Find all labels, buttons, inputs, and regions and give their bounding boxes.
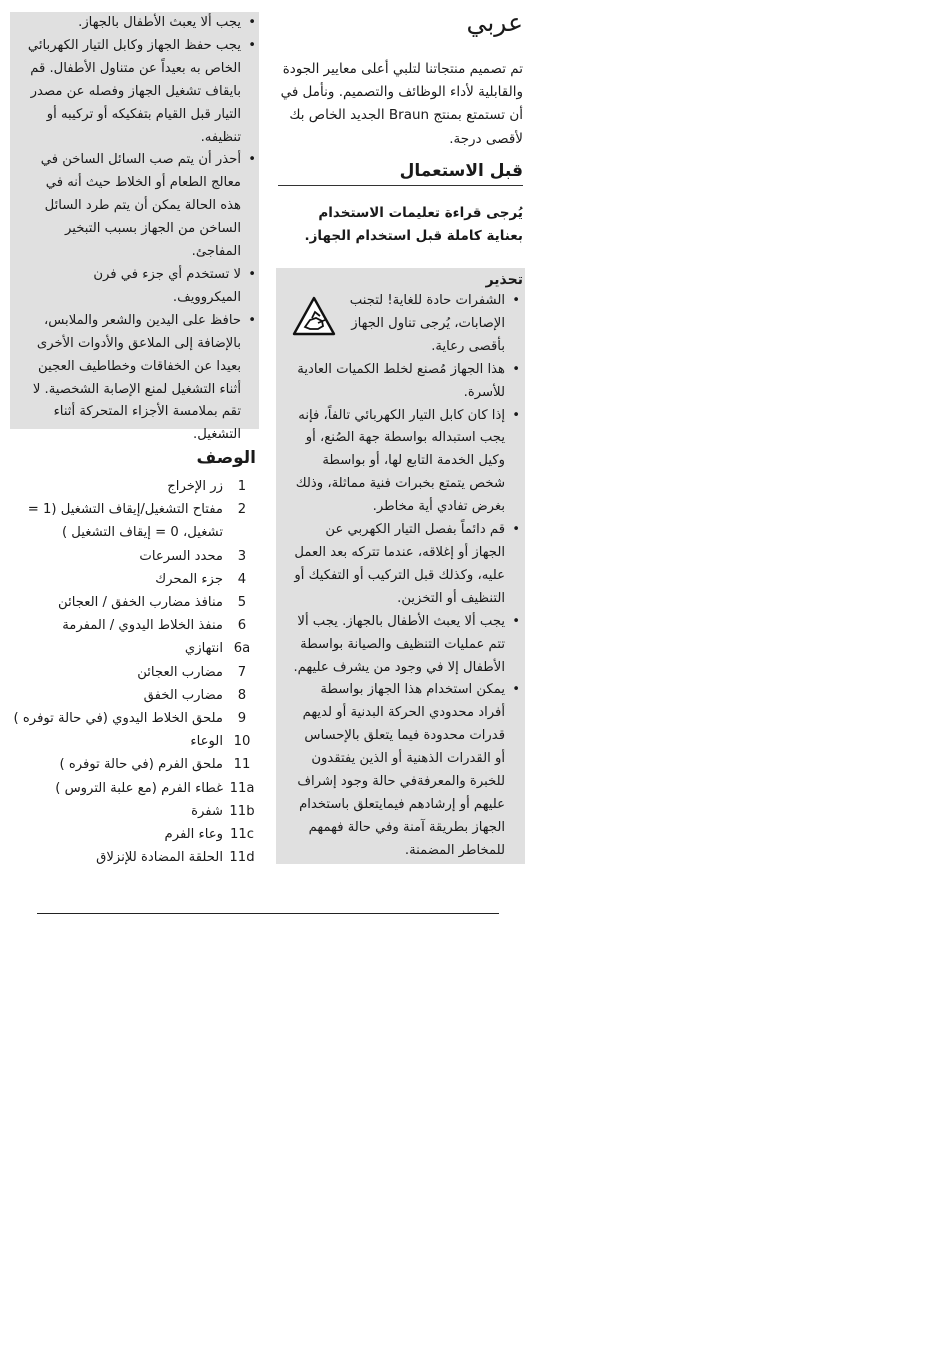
part-number: 2 <box>237 502 247 518</box>
part-number: 6 <box>237 618 247 634</box>
part-number: 6a <box>233 641 251 657</box>
part-number: 11d <box>229 850 255 866</box>
parts-list-item <box>10 730 256 753</box>
footer-divider <box>37 913 499 914</box>
part-label: محدد السرعات <box>139 548 223 564</box>
part-label: مضارب العجائن <box>137 664 223 680</box>
part-label: ملحق الخلاط اليدوي (في حالة توفره ) <box>13 711 223 727</box>
warning-item <box>278 679 523 862</box>
parts-list <box>10 475 256 869</box>
before-use-heading: قبل الاستعمال <box>278 157 523 186</box>
parts-list-item <box>10 684 256 707</box>
part-number: 11a <box>229 780 255 796</box>
warning-item-text: هذا الجهاز مُصنع لخلط الكميات العادية للأسرة. <box>297 361 505 400</box>
warning-item-text: لا تستخدم أي جزء في فرن الميكروويف. <box>93 266 241 305</box>
read-instructions-note: يُرجى قراءة تعليمات الاستخدام بعناية كاملة قبل استخدام الجهاز. <box>304 205 523 245</box>
warning-item-text: يجب حفظ الجهاز وكابل التيار الكهربائي الخاص به بعيداً عن متناول الأطفال. قم بايقاف تشغيل الجهاز وفصله عن مصدر التيار قبل القيام بتفكيكه أو تركيبه أو تنظيفه. <box>27 37 241 145</box>
warning-continued-list <box>10 12 259 447</box>
part-label: منفذ الخلاط اليدوي / المفرمة <box>62 618 223 634</box>
part-label: ملحق الفرم (في حالة توفره ) <box>59 757 223 773</box>
description-heading: الوصف <box>196 448 256 468</box>
part-number: 11 <box>233 757 251 773</box>
warning-item <box>278 611 523 680</box>
warning-item-text: يجب ألا يعبث الأطفال بالجهاز. <box>78 15 241 30</box>
parts-list-item <box>10 777 256 800</box>
part-number: 4 <box>237 571 247 587</box>
parts-list-item <box>10 475 256 498</box>
parts-list-item <box>10 591 256 614</box>
parts-list-item <box>10 614 256 637</box>
warning-item-text: حافظ على اليدين والشعر والملابس، بالإضافة إلى الملاعق والأدوات الأخرى بعيدا عن الخفاقات وخطاطيف العجين أثناء التشغيل لمنع الإصابة الشخصية. لا تقم بملامسة الأجزاء المتحركة أثناء التشغيل. <box>32 312 241 443</box>
parts-list-item <box>10 707 256 730</box>
warning-item-text: الشفرات حادة للغاية! لتجنب الإصابات، يُرجى تناول الجهاز بأقصى رعاية. <box>349 293 505 354</box>
part-number: 7 <box>237 664 247 680</box>
warning-item <box>278 359 523 405</box>
warning-item <box>278 519 523 611</box>
parts-list-item <box>10 661 256 684</box>
warning-item <box>278 405 523 520</box>
part-label: الحلقة المضادة للإنزلاق <box>96 850 223 866</box>
part-number: 10 <box>233 734 251 750</box>
warning-title: تحذير <box>485 272 523 288</box>
part-label: جزء المحرك <box>155 571 223 587</box>
warning-item <box>10 310 259 447</box>
blade-hand-warning-icon <box>292 296 336 336</box>
part-number: 11c <box>229 827 255 843</box>
warning-item <box>278 290 523 359</box>
warning-item-text: يمكن استخدام هذا الجهاز بواسطة أفراد محدودي الحركة البدنية أو لديهم قدرات محدودة فيما يتعلق بالإحساس أو القدرات الذهنية أو الذين يفتقدون للخبرة والمعرفةفي حالة وجود إشراف عليهم أو إرشادهم فيمايتعلق باستخدام الجهاز بطريقة آمنة وفي حالة فهمهم للمخاطر المضمنة. <box>297 682 505 858</box>
warning-item <box>10 149 259 264</box>
warning-list <box>278 290 523 863</box>
parts-list-item <box>10 637 256 660</box>
part-number: 11b <box>229 803 255 819</box>
parts-list-item <box>10 753 256 776</box>
part-number: 9 <box>237 711 247 727</box>
part-label: وعاء الفرم <box>164 827 223 843</box>
part-label: منافذ مضارب الخفق / العجائن <box>58 595 223 611</box>
part-number: 1 <box>237 479 247 494</box>
warning-item-text: قم دائماً بفصل التيار الكهربي عن الجهاز أو إغلاقه، عندما تتركه بعد العمل عليه، وكذلك قبل التركيب أو التفكيك أو التنظيف أو التخزين. <box>294 522 505 606</box>
warning-item-text: إذا كان كابل التيار الكهربائي تالفاً، فإنه يجب استبداله بواسطة جهة الصُنع، أو وكيل الخدمة التابع لها، أو بواسطة شخص يتمتع بخبرات فنية مماثلة، وذلك بغرض تفادي أية مخاطر. <box>295 407 505 515</box>
warning-item <box>10 264 259 310</box>
part-label: غطاء الفرم (مع علبة التروس ) <box>55 780 223 796</box>
part-label: شفرة <box>191 803 223 819</box>
warning-item <box>10 35 259 150</box>
parts-list-item <box>10 800 256 823</box>
parts-list-item <box>10 568 256 591</box>
part-label: انتهازي <box>184 641 223 657</box>
part-label: مضارب الخفق <box>143 687 223 703</box>
warning-item <box>10 12 259 35</box>
intro-paragraph: تم تصميم منتجاتنا لتلبي أعلى معايير الجودة والقابلية لأداء الوظائف والتصميم. ونأمل في أن تستمتع بمنتج Braun الجديد الخاص بك لأقصى درجة. <box>280 61 523 147</box>
part-number: 5 <box>237 595 247 611</box>
warning-item-text: يجب ألا يعبث الأطفال بالجهاز. يجب ألا تتم عمليات التنظيف والصيانة بواسطة الأطفال إلا في وجود من يشرف عليهم. <box>293 613 505 675</box>
language-title: عربي <box>466 8 523 37</box>
parts-list-item <box>10 498 256 544</box>
parts-list-item <box>10 846 256 869</box>
parts-list-item <box>10 545 256 568</box>
part-label: الوعاء <box>190 734 223 750</box>
warning-item-text: أحذر أن يتم صب السائل الساخن في معالج الطعام أو الخلاط حيث أنه في هذه الحالة يمكن أن يتم طرد السائل الساخن من الجهاز بسبب التبخير المفاجئ. <box>40 152 241 260</box>
part-label: مفتاح التشغيل/إيقاف التشغيل (1 = تشغيل، 0 = إيقاف التشغيل ) <box>27 502 223 541</box>
part-number: 3 <box>237 548 247 564</box>
part-number: 8 <box>237 687 247 703</box>
parts-list-item <box>10 823 256 846</box>
part-label: زر الإخراج <box>167 479 223 494</box>
